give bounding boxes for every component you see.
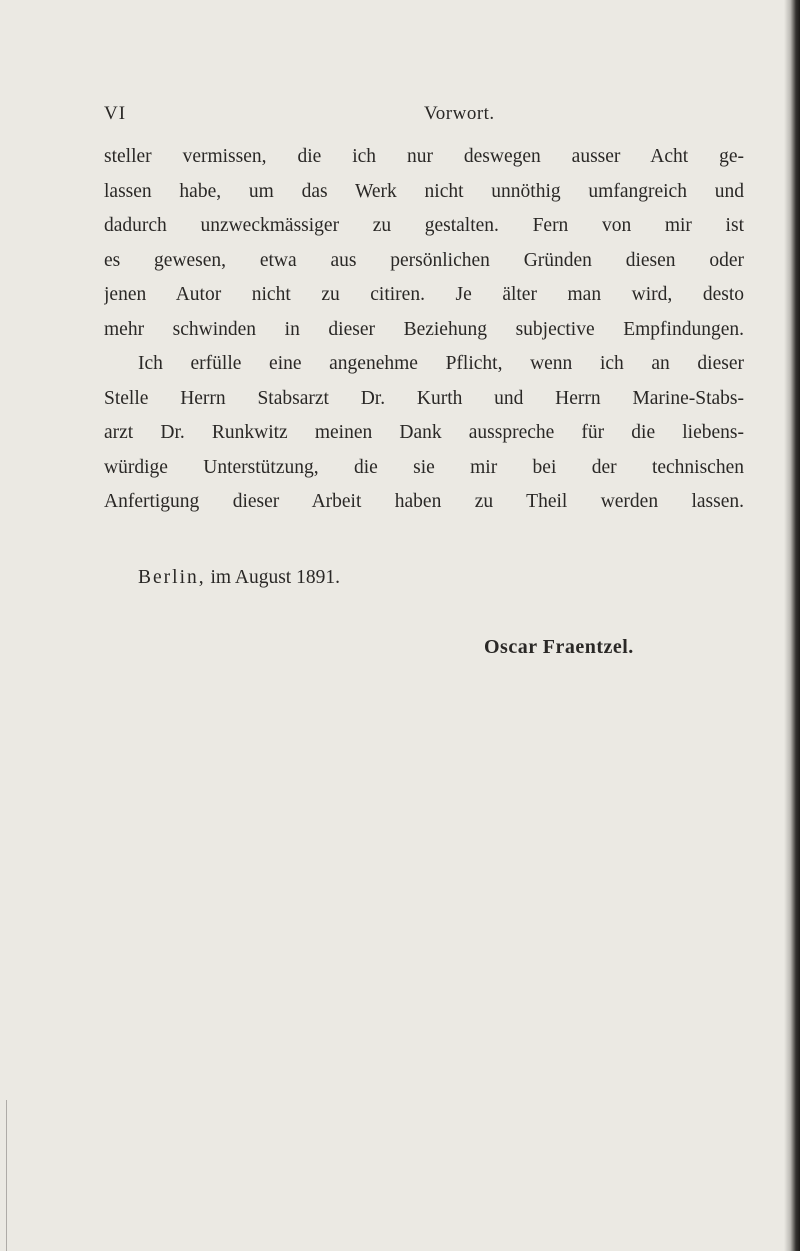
dateline [138,561,340,595]
text-line: dadurch unzweckmässiger zu gestalten. Fern von mir ist [104,215,744,236]
dateline-place: Berlin, [138,567,206,588]
text-line: mehr schwinden in dieser Beziehung subjective Empfindungen. [104,318,744,340]
body-text [104,140,744,520]
text-line: Ich erfülle eine angenehme Pflicht, wenn ich an dieser [138,353,744,374]
author-signature: Oscar Fraentzel. [484,636,634,658]
page-number: VI [104,103,127,124]
text-line: arzt Dr. Runkwitz meinen Dank ausspreche für die liebens- [104,422,744,443]
text-line: lassen habe, um das Werk nicht unnöthig umfangreich und [104,180,744,202]
running-title: Vorwort. [424,103,495,124]
scan-artifact-line [6,1100,7,1251]
page-edge-shadow [784,0,800,1251]
text-line: es gewesen, etwa aus persönlichen Gründen diesen oder [104,249,744,271]
dateline-date: im August 1891. [210,567,340,588]
text-line: Anfertigung dieser Arbeit haben zu Theil werden lassen. [104,491,744,512]
text-line: steller vermissen, die ich nur deswegen ausser Acht ge- [104,146,744,167]
text-line: würdige Unterstützung, die sie mir bei der technischen [104,456,744,478]
text-line: jenen Autor nicht zu citiren. Je älter man wird, desto [104,284,744,305]
text-line: Stelle Herrn Stabsarzt Dr. Kurth und Herrn Marine-Stabs- [104,387,744,409]
running-head [104,103,744,129]
